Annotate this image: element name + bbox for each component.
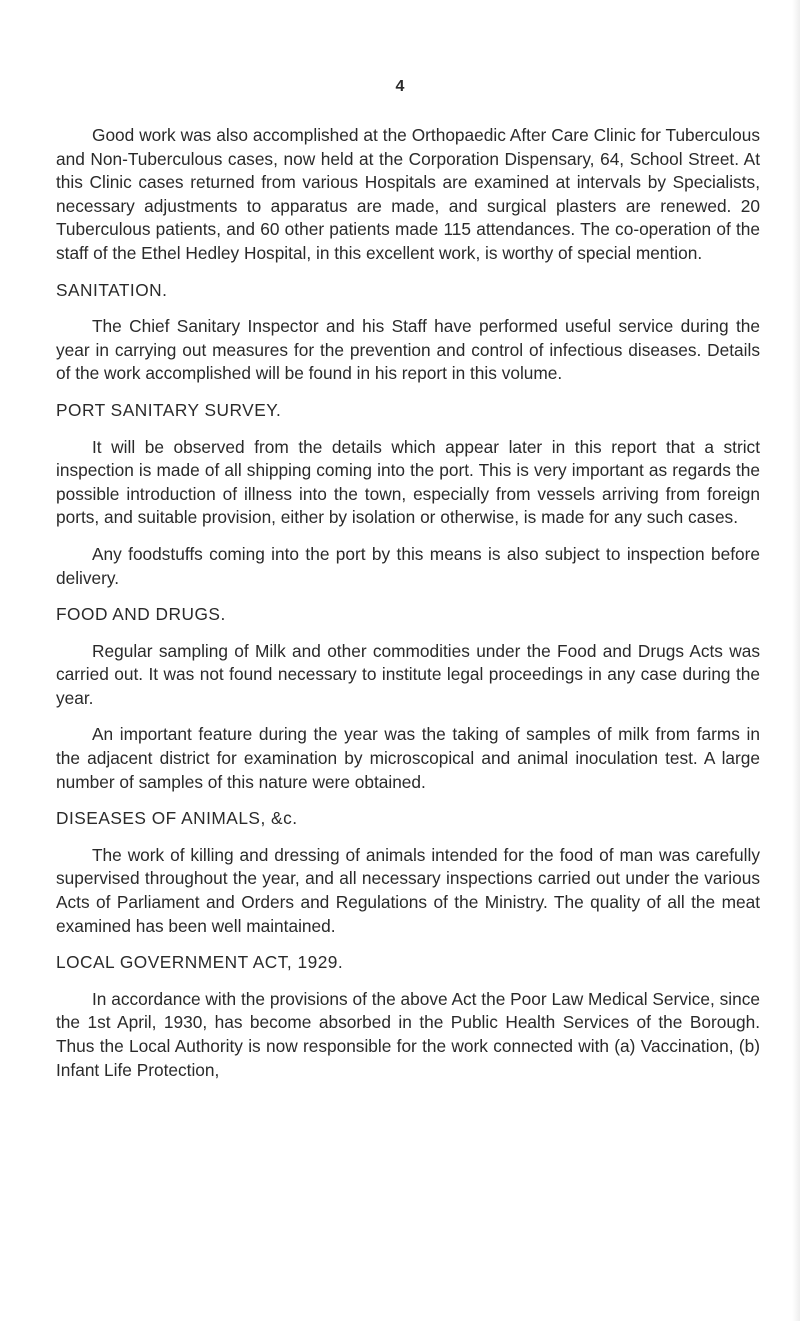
paragraph-port-inspection: It will be observed from the details which appear later in this report that a strict inspection is made of all shipping coming into the port. This is very important as regards the possible introduction of illness into the town, especially from vessels arriving from foreign ports, and suitable provision, either by isolation or otherwise, is made for any such cases. — [56, 436, 760, 528]
paragraph-sanitation: The Chief Sanitary Inspector and his Staff have performed useful service during the year in carrying out measures for the prevention and control of infectious diseases. Details of the work accomplished will be found in his report in this volume. — [56, 316, 760, 384]
page-number: 4 — [395, 78, 405, 95]
paragraph-orthopaedic-clinic: Good work was also accomplished at the Orthopaedic After Care Clinic for Tuberculous and Non-Tuberculous cases, now held at the Corporation Dispensary, 64, School Street. At this Clinic cases returned from various Hospitals are examined at intervals by Specialists, necessary adjustments to apparatus are made, and surgical plasters are renewed. 20 Tuberculous patients, and 60 other patients made 115 attendances. The co-operation of the staff of the Ethel Hedley Hospital, in this excellent work, is worthy of special mention. — [56, 125, 760, 263]
paragraph-local-government: In accordance with the provisions of the above Act the Poor Law Medical Service, since the 1st April, 1930, has become absorbed in the Public Health Services of the Borough. Thus the Local Authority is now responsible for the work connected with (a) Vaccination, (b) Infant Life Protection, — [56, 988, 760, 1080]
heading-diseases-of-animals: DISEASES OF ANIMALS, &c. — [56, 808, 298, 829]
paragraph-animals: The work of killing and dressing of animals intended for the food of man was carefully supervised throughout the year, and all necessary inspections carried out under the various Acts of Parliament and Orders and Regulations of the Ministry. The quality of all the meat examined has been well maintained. — [56, 844, 760, 936]
document-body — [56, 124, 760, 1095]
paragraph-port-foodstuffs: Any foodstuffs coming into the port by this means is also subject to inspection before delivery. — [56, 543, 760, 588]
heading-sanitation: SANITATION. — [56, 279, 168, 300]
paragraph-milk-samples: An important feature during the year was the taking of samples of milk from farms in the adjacent district for examination by microscopical and animal inoculation test. A large number of samples of this nature were obtained. — [56, 724, 760, 792]
heading-food-and-drugs: FOOD AND DRUGS. — [56, 604, 226, 625]
paragraph-food-sampling: Regular sampling of Milk and other commodities under the Food and Drugs Acts was carried out. It was not found necessary to institute legal proceedings in any case during the year. — [56, 640, 760, 708]
page-edge-shadow — [792, 0, 800, 1321]
heading-local-government-act: LOCAL GOVERNMENT ACT, 1929. — [56, 952, 344, 973]
heading-port-sanitary-survey: PORT SANITARY SURVEY. — [56, 399, 282, 420]
